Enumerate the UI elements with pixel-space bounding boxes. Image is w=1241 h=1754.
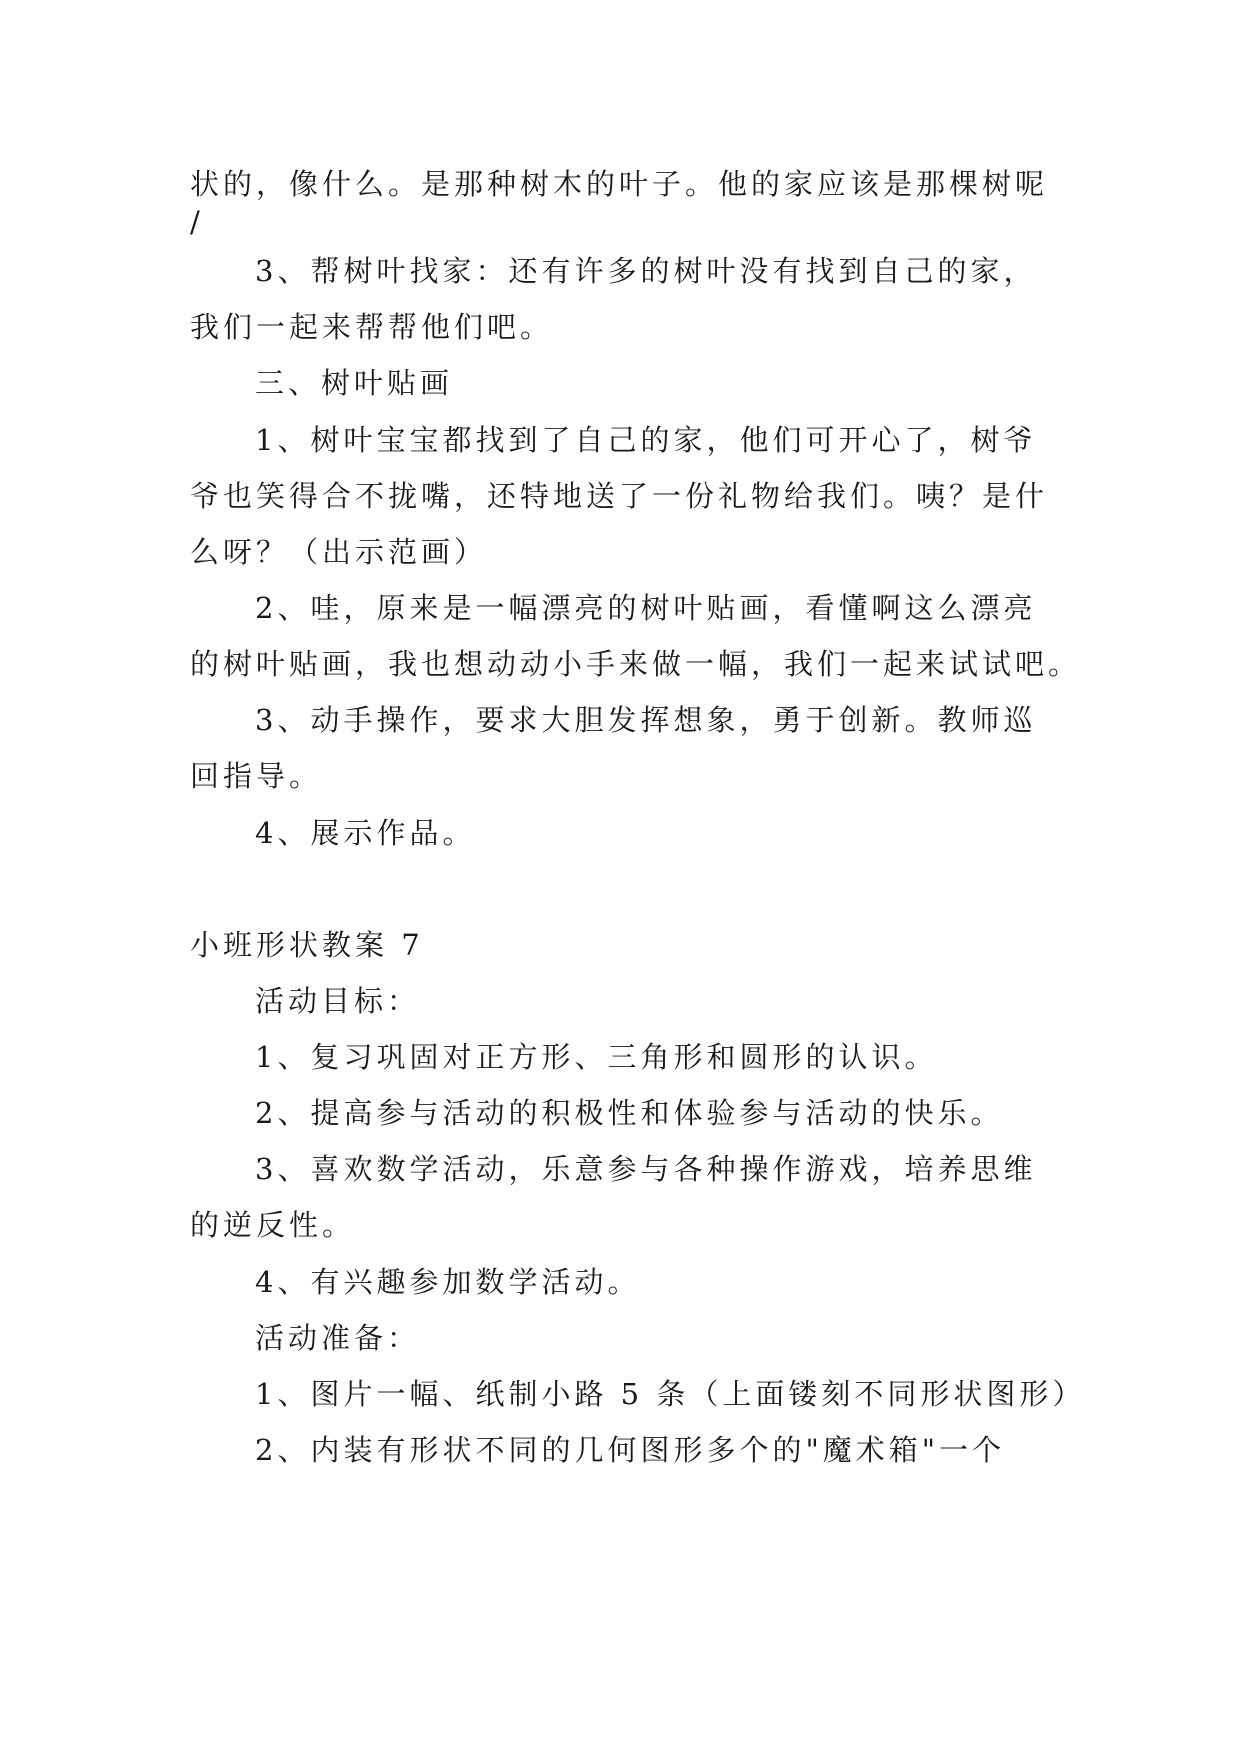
paragraph-line: 回指导。 (190, 759, 323, 793)
paragraph-line: 3、动手操作，要求大胆发挥想象，勇于创新。教师巡 (255, 703, 1037, 737)
paragraph-line: 爷也笑得合不拢嘴，还特地送了一份礼物给我们。咦？是什 (190, 479, 1049, 513)
paragraph-line: 2、内装有形状不同的几何图形多个的"魔术箱"一个 (255, 1433, 1006, 1467)
section-heading: 活动目标： (255, 984, 421, 1018)
paragraph-line: 我们一起来帮帮他们吧。 (190, 310, 554, 344)
paragraph-line: 2、提高参与活动的积极性和体验参与活动的快乐。 (255, 1096, 1004, 1130)
paragraph-line: 2、哇，原来是一幅漂亮的树叶贴画，看懂啊这么漂亮 (255, 591, 1037, 625)
paragraph-line: 1、图片一幅、纸制小路 5 条（上面镂刻不同形状图形） (255, 1377, 1086, 1411)
section-heading: 活动准备： (255, 1321, 421, 1355)
paragraph-line: 3、帮树叶找家：还有许多的树叶没有找到自己的家， (255, 254, 1037, 288)
paragraph-line: 状的，像什么。是那种树木的叶子。他的家应该是那棵树呢 (190, 167, 1049, 201)
paragraph-line: 4、有兴趣参加数学活动。 (255, 1265, 641, 1299)
paragraph-line: 1、复习巩固对正方形、三角形和圆形的认识。 (255, 1040, 938, 1074)
paragraph-line: 4、展示作品。 (255, 816, 476, 850)
paragraph-line: 的树叶贴画，我也想动动小手来做一幅，我们一起来试试吧。 (190, 647, 1082, 681)
paragraph-line: 3、喜欢数学活动，乐意参与各种操作游戏，培养思维 (255, 1152, 1037, 1186)
paragraph-line: 1、树叶宝宝都找到了自己的家，他们可开心了，树爷 (255, 423, 1037, 457)
paragraph-line: 么呀？（出示范画） (190, 535, 488, 569)
paragraph-line: 的逆反性。 (190, 1208, 356, 1242)
document-subtitle: 小班形状教案 7 (190, 928, 424, 962)
section-heading: 三、树叶贴画 (255, 366, 454, 400)
paragraph-line: / (190, 205, 204, 239)
